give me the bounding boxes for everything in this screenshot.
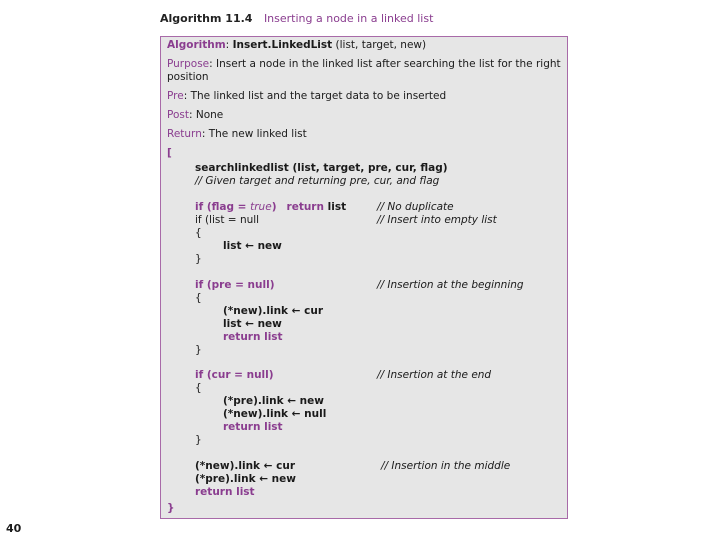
algorithm-line: Algorithm: Insert.LinkedList (list, target, new) (167, 39, 427, 51)
page-number: 40 (6, 522, 22, 535)
open-bracket: [ (167, 147, 172, 159)
if-flag-line (195, 201, 346, 214)
comment-middle: // Insertion in the middle (381, 460, 511, 472)
purpose-line-2: position (167, 71, 209, 83)
brace-close: } (195, 434, 202, 446)
list-assign: list ← new (223, 240, 282, 252)
post-text: : None (188, 109, 224, 121)
algorithm-title: Inserting a node in a linked list (263, 12, 434, 25)
true-keyword: true (250, 201, 272, 213)
search-comment: // Given target and returning pre, cur, and flag (195, 175, 440, 187)
return-text: : The new linked list (201, 128, 307, 140)
return-list: return list (195, 486, 255, 498)
pre-link-new: (*pre).link ← new (223, 395, 324, 407)
return-label: Return (167, 128, 202, 140)
post-label: Post (167, 109, 189, 121)
comment-empty-list: // Insert into empty list (377, 214, 497, 226)
algorithm-params: (list, target, new) (335, 39, 427, 51)
new-link-null: (*new).link ← null (223, 408, 327, 420)
if-list-line: if (list = null (195, 214, 260, 226)
return-keyword: return (286, 201, 324, 213)
return-line (167, 128, 307, 141)
comment-end: // Insertion at the end (377, 369, 492, 381)
purpose-label: Purpose (167, 58, 210, 70)
close-bracket: } (167, 502, 175, 514)
algorithm-label: Algorithm (167, 39, 226, 51)
algorithm-name: Insert.LinkedList (232, 39, 333, 51)
pre-label: Pre (167, 90, 184, 102)
comment-no-duplicate: // No duplicate (377, 201, 454, 213)
brace-close: } (195, 253, 202, 265)
pre-link-new: (*pre).link ← new (195, 473, 296, 485)
comment-beginning: // Insertion at the beginning (377, 279, 524, 291)
if-cur-null: if (cur = null) (195, 369, 274, 381)
pre-line (167, 90, 446, 103)
return-list: return list (223, 421, 283, 433)
algorithm-box (160, 36, 568, 519)
return-list: return list (223, 331, 283, 343)
purpose-text: : Insert a node in the linked list after searching the list for the right (209, 58, 561, 70)
new-link-cur: (*new).link ← cur (223, 305, 324, 317)
if-flag-cond: if (flag = (195, 201, 251, 213)
brace-close: } (195, 344, 202, 356)
list-assign: list ← new (223, 318, 282, 330)
brace-open: { (195, 382, 202, 394)
if-pre-null: if (pre = null) (195, 279, 275, 291)
purpose-line (167, 58, 561, 71)
new-link-cur: (*new).link ← cur (195, 460, 296, 472)
if-flag-close: ) (271, 201, 277, 213)
pre-text: : The linked list and the target data to be inserted (183, 90, 447, 102)
post-line (167, 109, 223, 122)
algorithm-number: Algorithm 11.4 (160, 12, 253, 25)
return-value: list (323, 201, 347, 213)
algorithm-header (160, 12, 433, 25)
brace-open: { (195, 227, 202, 239)
search-call: searchlinkedlist (list, target, pre, cur, flag) (195, 162, 448, 174)
brace-open: { (195, 292, 202, 304)
